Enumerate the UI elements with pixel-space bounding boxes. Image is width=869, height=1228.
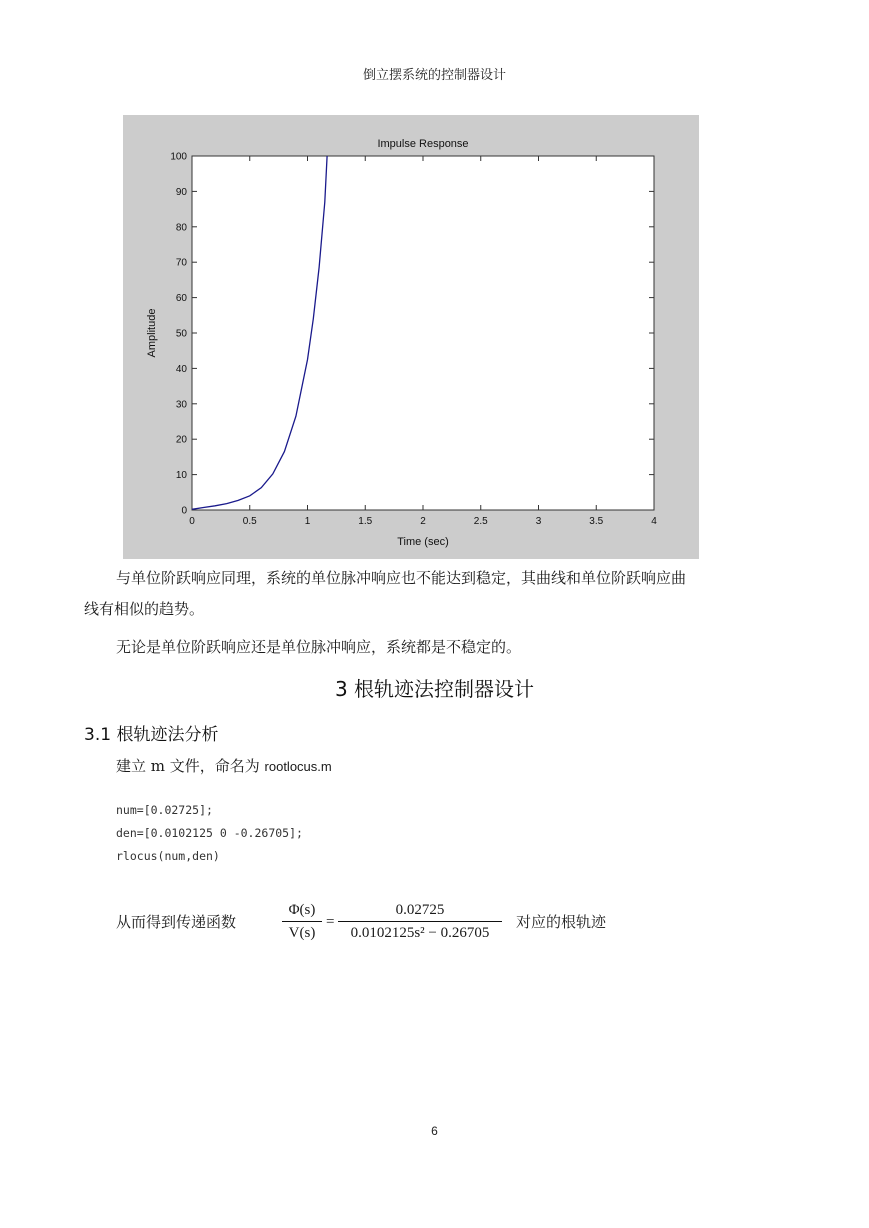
page-number: 6 <box>431 1124 438 1138</box>
y-tick-label: 90 <box>175 186 187 198</box>
page-header: 倒立摆系统的控制器设计 <box>362 68 506 83</box>
code-line: num=[0.02725]; <box>116 803 213 817</box>
paragraph-3 <box>116 755 332 778</box>
y-axis-label: Amplitude <box>146 308 158 358</box>
y-tick-label: 80 <box>175 222 187 234</box>
x-tick-label: 0 <box>189 516 195 527</box>
paragraph-2: 无论是单位阶跃响应还是单位脉冲响应，系统都是不稳定的。 <box>116 638 522 656</box>
y-tick-label: 70 <box>175 257 187 269</box>
plot-area <box>192 156 654 510</box>
fraction-rhs-denominator: 0.0102125s² − 0.26705 <box>350 925 490 941</box>
paragraph-1-line-2: 线有相似的趋势。 <box>84 600 205 618</box>
y-tick-label: 30 <box>175 399 187 411</box>
fraction-rhs-numerator: 0.02725 <box>395 902 445 918</box>
section-title: 3 根轨迹法控制器设计 <box>334 677 535 701</box>
x-tick-label: 2.5 <box>473 516 488 527</box>
x-axis-label: Time (sec) <box>397 536 449 548</box>
y-tick-label: 20 <box>175 434 187 446</box>
fraction-rhs <box>338 899 502 944</box>
transfer-function-line <box>116 898 716 948</box>
x-tick-label: 2 <box>420 516 426 527</box>
code-line: rlocus(num,den) <box>116 849 220 863</box>
y-tick-label: 40 <box>175 363 187 375</box>
code-line: den=[0.0102125 0 -0.26705]; <box>116 826 303 840</box>
filename: rootlocus.m <box>264 759 332 774</box>
subsection-title: 3.1 根轨迹法分析 <box>84 725 219 745</box>
y-tick-label: 50 <box>175 328 187 340</box>
formula-prefix: 从而得到传递函数 <box>116 913 237 931</box>
x-tick-label: 3.5 <box>589 516 604 527</box>
x-tick-label: 1.5 <box>358 516 373 527</box>
x-tick-label: 1 <box>304 516 311 527</box>
impulse-response-figure <box>123 115 699 559</box>
paragraph-3-text: 建立 m 文件，命名为 <box>116 757 265 775</box>
y-tick-label: 60 <box>175 293 187 305</box>
y-tick-label: 0 <box>181 505 187 517</box>
y-tick-label: 100 <box>170 151 187 163</box>
fraction-lhs <box>282 899 322 944</box>
equals-sign: = <box>326 914 335 930</box>
x-tick-label: 3 <box>535 516 542 527</box>
x-tick-label: 4 <box>651 516 657 527</box>
impulse-response-chart <box>123 115 699 559</box>
formula-suffix: 对应的根轨迹 <box>516 913 607 931</box>
fraction-lhs-denominator: V(s) <box>288 925 316 941</box>
fraction-lhs-numerator: Φ(s) <box>288 902 316 918</box>
chart-title: Impulse Response <box>377 138 469 150</box>
x-tick-label: 0.5 <box>242 516 257 527</box>
y-tick-label: 10 <box>175 470 187 482</box>
paragraph-1-line-1: 与单位阶跃响应同理，系统的单位脉冲响应也不能达到稳定，其曲线和单位阶跃响应曲 <box>116 569 687 587</box>
